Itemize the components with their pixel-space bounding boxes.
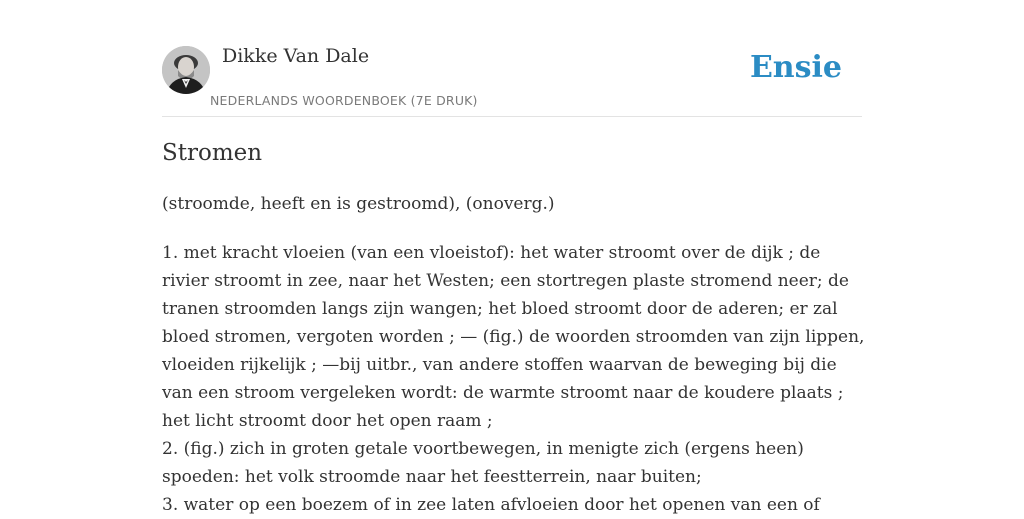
definition-line: vloeiden rijkelijk ; —bij uitbr., van andere stoffen waarvan de beweging bij die	[162, 355, 837, 375]
page-header	[162, 0, 862, 117]
page-content	[162, 0, 865, 515]
definition-line: 3. water op een boezem of in zee laten afvloeien door het openen van een of	[162, 495, 820, 515]
definition-line: van een stroom vergeleken wordt: de warmte stroomt naar de koudere plaats ;	[162, 383, 844, 403]
source-subtitle: NEDERLANDS WOORDENBOEK (7E DRUK)	[210, 93, 478, 108]
definition-line: spoeden: het volk stroomde naar het feestterrein, naar buiten;	[162, 467, 702, 487]
definition-line: het licht stroomt door het open raam ;	[162, 411, 493, 431]
definition-line: bloed stromen, vergoten worden ; — (fig.) de woorden stroomden van zijn lippen,	[162, 327, 865, 347]
definition-line: 2. (fig.) zich in groten getale voortbewegen, in menigte zich (ergens heen)	[162, 439, 804, 459]
definition-line: tranen stroomden langs zijn wangen; het bloed stroomt door de aderen; er zal	[162, 299, 838, 319]
definition-line: rivier stroomt in zee, naar het Westen; een stortregen plaste stromend neer; de	[162, 271, 849, 291]
entry-title: Stromen	[162, 140, 263, 166]
entry-grammar: (stroomde, heeft en is gestroomd), (onoverg.)	[162, 194, 555, 214]
definition-line: 1. met kracht vloeien (van een vloeistof): het water stroomt over de dijk ; de	[162, 243, 821, 263]
ensie-logo[interactable]: Ensie	[749, 50, 842, 85]
portrait-photo-icon	[162, 46, 210, 94]
entry-definition	[162, 239, 865, 519]
source-name[interactable]: Dikke Van Dale	[222, 45, 370, 67]
